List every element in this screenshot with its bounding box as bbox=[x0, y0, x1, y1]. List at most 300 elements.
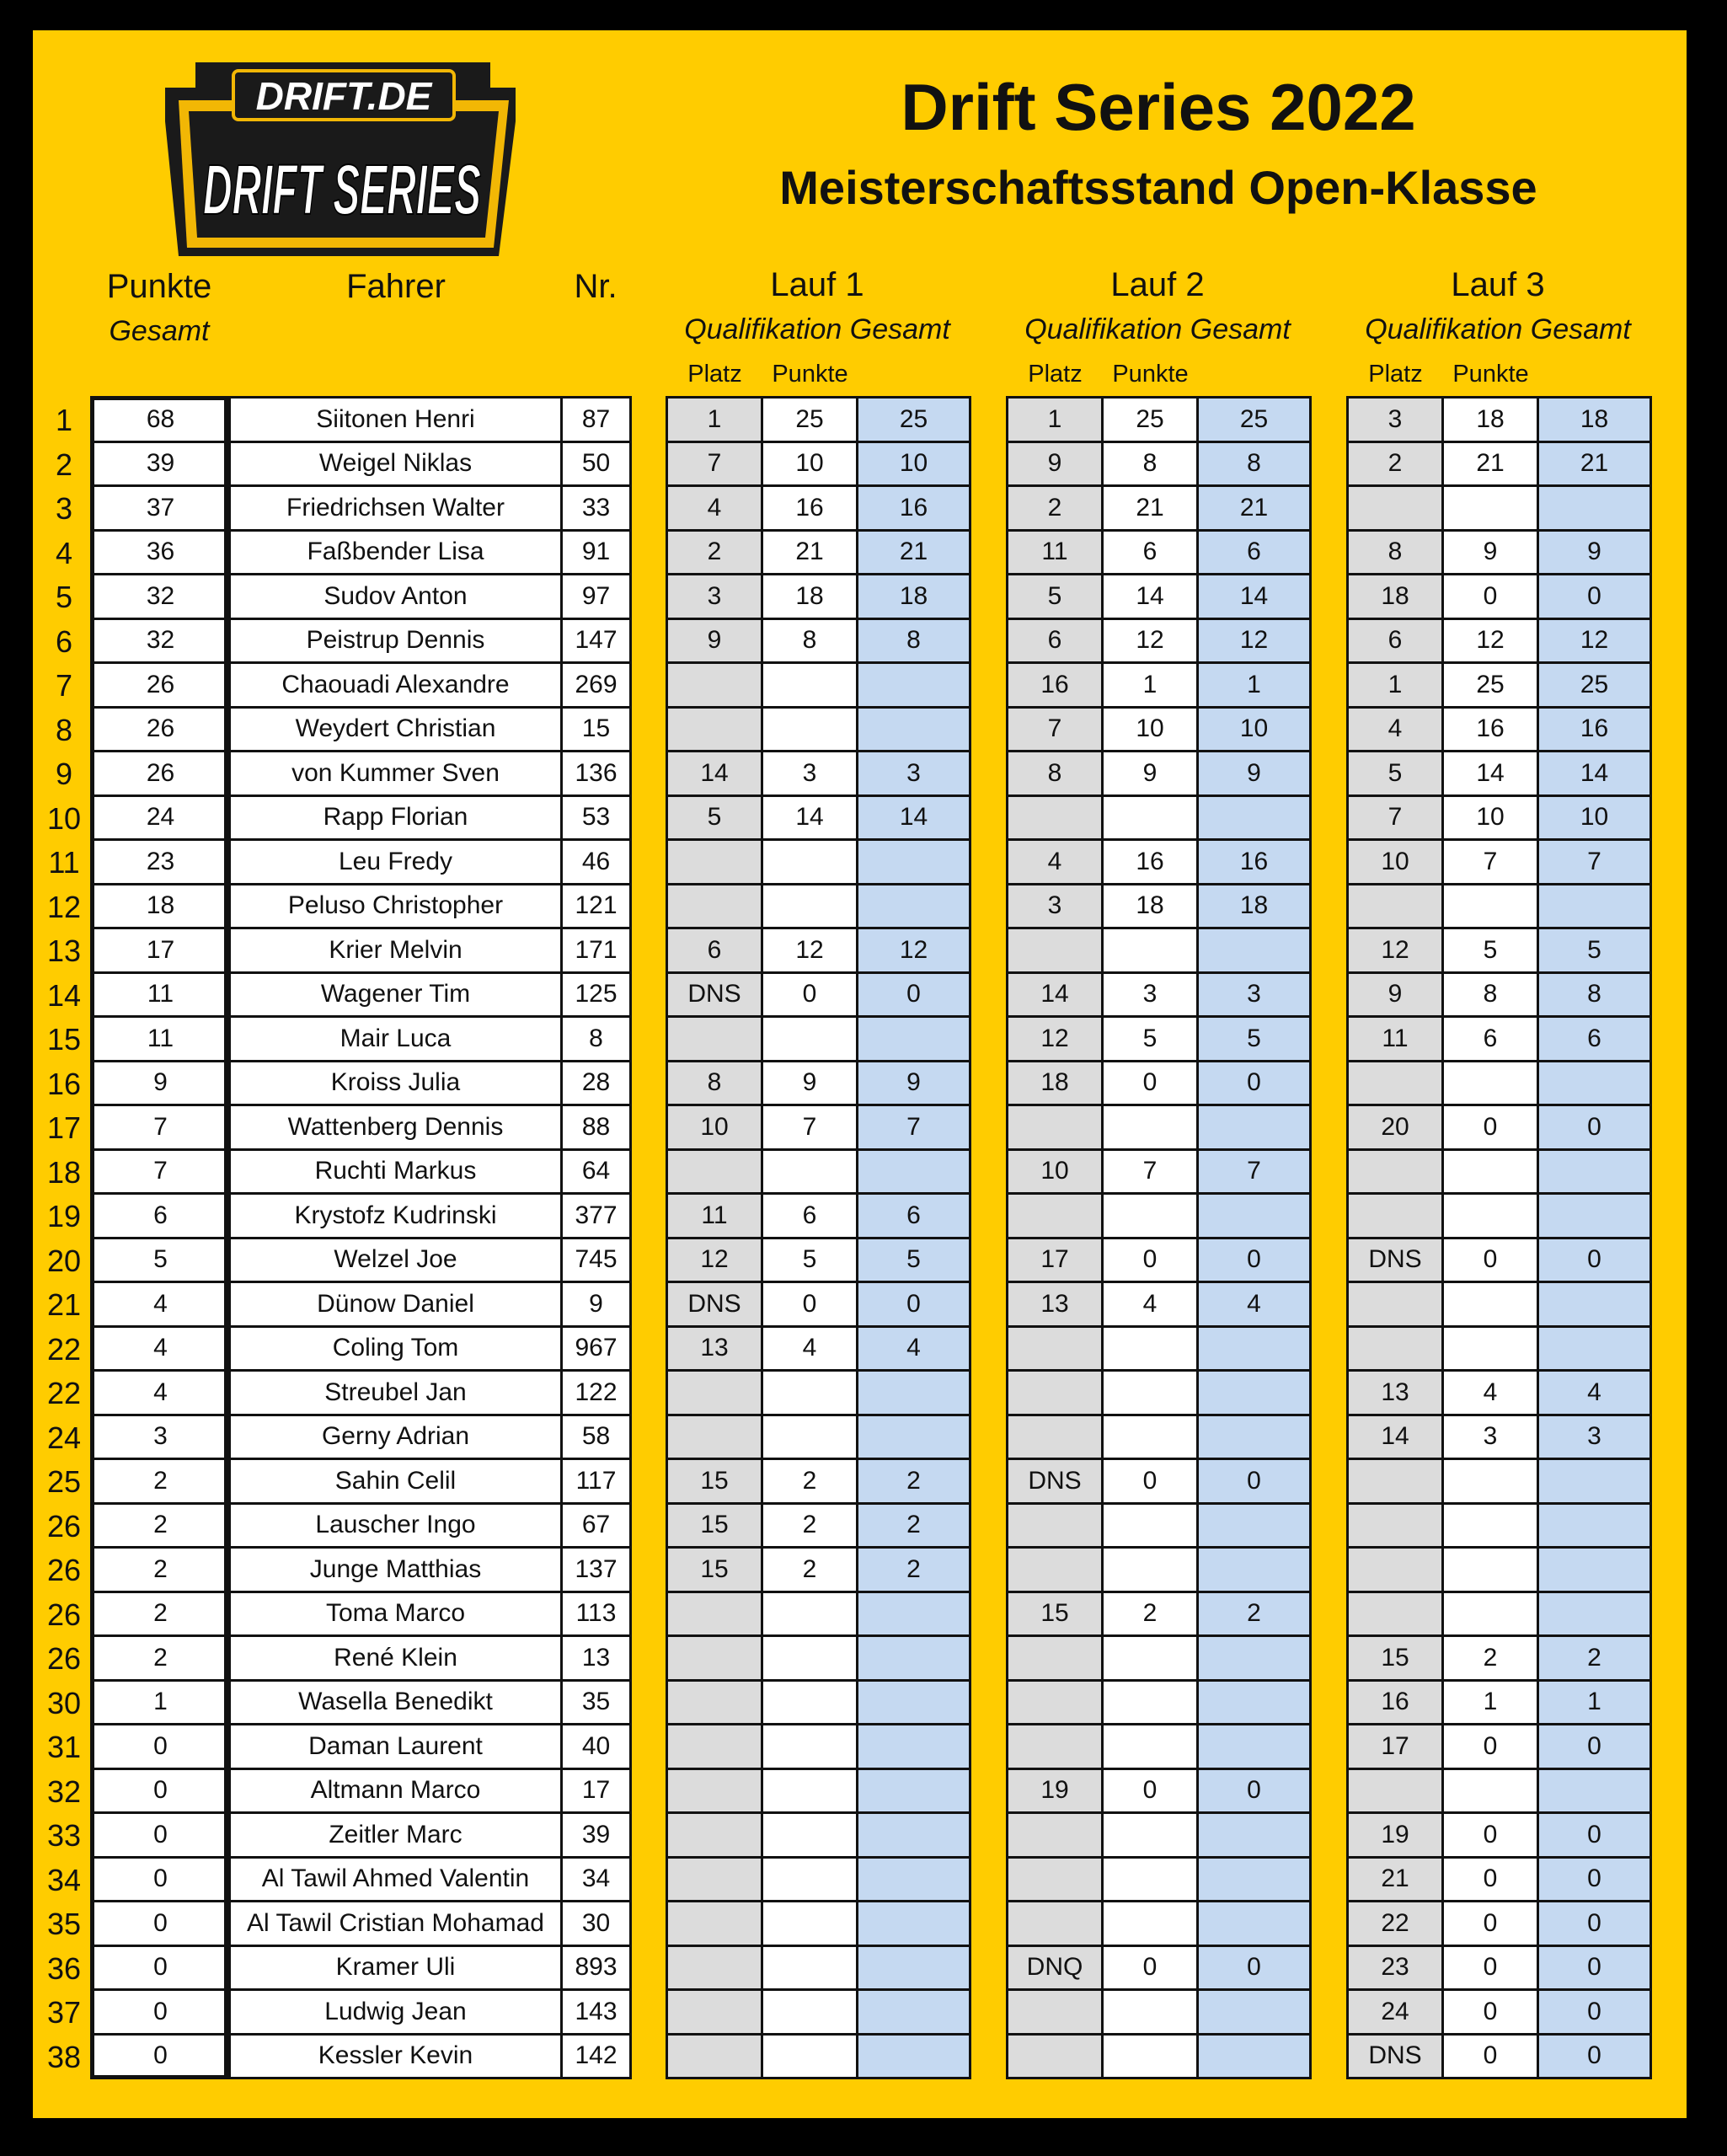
points-total-cell: 0 bbox=[92, 2034, 230, 2078]
qual-punkte-cell bbox=[1103, 1326, 1198, 1371]
driver-name-cell: Junge Matthias bbox=[230, 1548, 562, 1592]
platz-cell bbox=[667, 1415, 762, 1459]
rank-number: 21 bbox=[47, 1287, 82, 1322]
points-total-cell: 5 bbox=[92, 1238, 230, 1282]
driver-name-cell: Krier Melvin bbox=[230, 928, 562, 973]
points-total-cell: 0 bbox=[92, 1902, 230, 1946]
platz-cell bbox=[1008, 1105, 1103, 1150]
platz-cell bbox=[1348, 1061, 1443, 1105]
rank-number: 30 bbox=[47, 1685, 82, 1720]
table-row bbox=[92, 1813, 631, 1858]
car-number-cell: 967 bbox=[562, 1326, 631, 1371]
car-number-cell: 9 bbox=[562, 1282, 631, 1327]
qual-punkte-cell bbox=[1103, 1548, 1198, 1592]
qual-punkte-cell bbox=[762, 1149, 858, 1194]
qual-punkte-cell bbox=[1103, 928, 1198, 973]
l2-row bbox=[1008, 530, 1311, 575]
table-row bbox=[92, 2034, 631, 2078]
gesamt-cell: 2 bbox=[858, 1459, 970, 1504]
platz-cell: 3 bbox=[1348, 398, 1443, 442]
points-total-cell: 0 bbox=[92, 1990, 230, 2035]
l3-row bbox=[1348, 795, 1651, 840]
platz-cell: 9 bbox=[667, 618, 762, 663]
l2-row bbox=[1008, 663, 1311, 708]
qual-punkte-cell bbox=[1443, 486, 1538, 531]
l2-row bbox=[1008, 1326, 1311, 1371]
l3-row bbox=[1348, 972, 1651, 1017]
qual-punkte-cell bbox=[762, 1990, 858, 2035]
table-row bbox=[92, 486, 631, 531]
gesamt-cell: 0 bbox=[1198, 1768, 1311, 1813]
gesamt-cell bbox=[1538, 1194, 1651, 1238]
platz-cell bbox=[1008, 1680, 1103, 1725]
qual-punkte-cell bbox=[762, 2034, 858, 2078]
qual-punkte-cell bbox=[1443, 884, 1538, 928]
gesamt-cell: 25 bbox=[1538, 663, 1651, 708]
qual-punkte-cell: 14 bbox=[762, 795, 858, 840]
l1-row bbox=[667, 2034, 970, 2078]
gesamt-cell: 9 bbox=[1538, 530, 1651, 575]
driver-name-cell: Weydert Christian bbox=[230, 707, 562, 752]
rank-number: 13 bbox=[47, 934, 82, 968]
car-number-cell: 745 bbox=[562, 1238, 631, 1282]
l1-row bbox=[667, 1636, 970, 1681]
l2-row bbox=[1008, 1902, 1311, 1946]
header-lauf1: Lauf 1 bbox=[770, 266, 864, 303]
car-number-cell: 91 bbox=[562, 530, 631, 575]
gesamt-cell bbox=[1198, 1990, 1311, 2035]
gesamt-cell: 7 bbox=[858, 1105, 970, 1150]
gesamt-cell: 0 bbox=[1538, 1857, 1651, 1902]
platz-cell bbox=[1008, 1725, 1103, 1769]
qual-punkte-cell: 16 bbox=[762, 486, 858, 531]
platz-cell bbox=[667, 663, 762, 708]
header-lauf2-platz: Platz bbox=[1028, 361, 1083, 388]
platz-cell bbox=[667, 2034, 762, 2078]
table-row bbox=[92, 1768, 631, 1813]
car-number-cell: 88 bbox=[562, 1105, 631, 1150]
l2-row bbox=[1008, 928, 1311, 973]
rank-number: 26 bbox=[47, 1641, 82, 1676]
l3-row bbox=[1348, 486, 1651, 531]
l3-row bbox=[1348, 1990, 1651, 2035]
l3-row bbox=[1348, 1371, 1651, 1415]
driver-name-cell: Ludwig Jean bbox=[230, 1990, 562, 2035]
l2-row bbox=[1008, 1813, 1311, 1858]
gesamt-cell: 1 bbox=[1538, 1680, 1651, 1725]
qual-punkte-cell bbox=[762, 1945, 858, 1990]
gesamt-cell: 7 bbox=[1538, 840, 1651, 885]
qual-punkte-cell: 2 bbox=[1103, 1592, 1198, 1636]
platz-cell: 5 bbox=[667, 795, 762, 840]
car-number-cell: 13 bbox=[562, 1636, 631, 1681]
qual-punkte-cell: 9 bbox=[1443, 530, 1538, 575]
points-total-cell: 23 bbox=[92, 840, 230, 885]
l3-row bbox=[1348, 1768, 1651, 1813]
l3-row bbox=[1348, 1415, 1651, 1459]
gesamt-cell: 16 bbox=[1198, 840, 1311, 885]
qual-punkte-cell bbox=[762, 1768, 858, 1813]
car-number-cell: 58 bbox=[562, 1415, 631, 1459]
driver-name-cell: Altmann Marco bbox=[230, 1768, 562, 1813]
l1-row bbox=[667, 1326, 970, 1371]
l2-row bbox=[1008, 1238, 1311, 1282]
rank-number: 9 bbox=[55, 757, 73, 791]
l3-row bbox=[1348, 1857, 1651, 1902]
qual-punkte-cell: 21 bbox=[1103, 486, 1198, 531]
qual-punkte-cell: 10 bbox=[1103, 707, 1198, 752]
table-row bbox=[92, 1592, 631, 1636]
l1-row bbox=[667, 1813, 970, 1858]
qual-punkte-cell bbox=[1103, 1503, 1198, 1548]
platz-cell bbox=[667, 1768, 762, 1813]
platz-cell: DNS bbox=[1008, 1459, 1103, 1504]
platz-cell: 18 bbox=[1348, 575, 1443, 619]
platz-cell: 16 bbox=[1348, 1680, 1443, 1725]
table-row bbox=[92, 1238, 631, 1282]
gesamt-cell: 21 bbox=[858, 530, 970, 575]
qual-punkte-cell bbox=[1443, 1326, 1538, 1371]
table-row bbox=[92, 1149, 631, 1194]
points-total-cell: 0 bbox=[92, 1725, 230, 1769]
platz-cell: 6 bbox=[1348, 618, 1443, 663]
gesamt-cell: 16 bbox=[858, 486, 970, 531]
qual-punkte-cell bbox=[1103, 1725, 1198, 1769]
platz-cell: 14 bbox=[1348, 1415, 1443, 1459]
gesamt-cell: 0 bbox=[1538, 1813, 1651, 1858]
platz-cell bbox=[1008, 1902, 1103, 1946]
platz-cell: 12 bbox=[1008, 1017, 1103, 1062]
gesamt-cell bbox=[1198, 1857, 1311, 1902]
car-number-cell: 147 bbox=[562, 618, 631, 663]
table-row bbox=[92, 1945, 631, 1990]
platz-cell bbox=[667, 1680, 762, 1725]
platz-cell: 15 bbox=[667, 1548, 762, 1592]
gesamt-cell: 0 bbox=[1198, 1945, 1311, 1990]
qual-punkte-cell: 7 bbox=[762, 1105, 858, 1150]
l3-row bbox=[1348, 1725, 1651, 1769]
qual-punkte-cell bbox=[1103, 1371, 1198, 1415]
table-row bbox=[92, 1990, 631, 2035]
l2-row bbox=[1008, 486, 1311, 531]
platz-cell bbox=[1348, 884, 1443, 928]
car-number-cell: 35 bbox=[562, 1680, 631, 1725]
l1-row bbox=[667, 1902, 970, 1946]
gesamt-cell bbox=[858, 1902, 970, 1946]
platz-cell bbox=[1348, 1194, 1443, 1238]
qual-punkte-cell: 16 bbox=[1443, 707, 1538, 752]
gesamt-cell: 0 bbox=[1538, 2034, 1651, 2078]
driver-name-cell: Rapp Florian bbox=[230, 795, 562, 840]
gesamt-cell: 14 bbox=[858, 795, 970, 840]
platz-cell: 15 bbox=[667, 1503, 762, 1548]
header-nr: Nr. bbox=[574, 268, 618, 305]
l1-row bbox=[667, 1017, 970, 1062]
points-total-cell: 68 bbox=[92, 398, 230, 442]
l2-row bbox=[1008, 1725, 1311, 1769]
gesamt-cell bbox=[1198, 1813, 1311, 1858]
points-total-cell: 11 bbox=[92, 1017, 230, 1062]
gesamt-cell: 0 bbox=[1538, 1238, 1651, 1282]
platz-cell bbox=[1348, 1149, 1443, 1194]
gesamt-cell: 3 bbox=[1198, 972, 1311, 1017]
gesamt-cell bbox=[1538, 1548, 1651, 1592]
car-number-cell: 28 bbox=[562, 1061, 631, 1105]
qual-punkte-cell: 0 bbox=[1443, 575, 1538, 619]
driver-name-cell: Kessler Kevin bbox=[230, 2034, 562, 2078]
gesamt-cell: 0 bbox=[858, 1282, 970, 1327]
l3-row bbox=[1348, 1902, 1651, 1946]
l3-row bbox=[1348, 1061, 1651, 1105]
platz-cell: 10 bbox=[1348, 840, 1443, 885]
points-total-cell: 39 bbox=[92, 441, 230, 486]
rank-number: 26 bbox=[47, 1597, 82, 1632]
platz-cell: 12 bbox=[1348, 928, 1443, 973]
table-row bbox=[92, 1282, 631, 1327]
platz-cell bbox=[667, 1902, 762, 1946]
car-number-cell: 143 bbox=[562, 1990, 631, 2035]
qual-punkte-cell: 25 bbox=[1103, 398, 1198, 442]
qual-punkte-cell: 4 bbox=[1103, 1282, 1198, 1327]
driver-name-cell: Al Tawil Cristian Mohamad bbox=[230, 1902, 562, 1946]
l2-row bbox=[1008, 1548, 1311, 1592]
platz-cell bbox=[667, 1945, 762, 1990]
l1-row bbox=[667, 1194, 970, 1238]
qual-punkte-cell: 2 bbox=[762, 1548, 858, 1592]
l3-row bbox=[1348, 1813, 1651, 1858]
qual-punkte-cell: 2 bbox=[1443, 1636, 1538, 1681]
driver-name-cell: Wasella Benedikt bbox=[230, 1680, 562, 1725]
table-row bbox=[92, 1548, 631, 1592]
platz-cell bbox=[667, 1813, 762, 1858]
gesamt-cell: 14 bbox=[1198, 575, 1311, 619]
platz-cell: 9 bbox=[1008, 441, 1103, 486]
l3-row bbox=[1348, 2034, 1651, 2078]
qual-punkte-cell: 0 bbox=[762, 972, 858, 1017]
l2-row bbox=[1008, 1857, 1311, 1902]
car-number-cell: 136 bbox=[562, 752, 631, 796]
gesamt-cell: 0 bbox=[1198, 1459, 1311, 1504]
l2-row bbox=[1008, 752, 1311, 796]
header-lauf3-qual: Qualifikation Gesamt bbox=[1365, 313, 1631, 345]
driver-name-cell: Kroiss Julia bbox=[230, 1061, 562, 1105]
gesamt-cell bbox=[1538, 1282, 1651, 1327]
qual-punkte-cell: 9 bbox=[1103, 752, 1198, 796]
platz-cell bbox=[1008, 1371, 1103, 1415]
platz-cell: 14 bbox=[667, 752, 762, 796]
qual-punkte-cell bbox=[762, 1636, 858, 1681]
l1-row bbox=[667, 575, 970, 619]
rank-number: 31 bbox=[47, 1730, 82, 1764]
l1-row bbox=[667, 752, 970, 796]
points-total-cell: 4 bbox=[92, 1282, 230, 1327]
header-lauf1-qual: Qualifikation Gesamt bbox=[684, 313, 950, 345]
gesamt-cell bbox=[858, 884, 970, 928]
gesamt-cell bbox=[1538, 884, 1651, 928]
platz-cell bbox=[1348, 1326, 1443, 1371]
car-number-cell: 377 bbox=[562, 1194, 631, 1238]
qual-punkte-cell: 9 bbox=[762, 1061, 858, 1105]
l1-row bbox=[667, 840, 970, 885]
rank-number: 2 bbox=[55, 447, 73, 482]
qual-punkte-cell bbox=[1103, 1105, 1198, 1150]
platz-cell bbox=[667, 1636, 762, 1681]
points-total-cell: 0 bbox=[92, 1857, 230, 1902]
l3-row bbox=[1348, 1503, 1651, 1548]
gesamt-cell: 18 bbox=[1538, 398, 1651, 442]
table-row bbox=[92, 1017, 631, 1062]
points-total-cell: 2 bbox=[92, 1548, 230, 1592]
platz-cell: 20 bbox=[1348, 1105, 1443, 1150]
platz-cell: 15 bbox=[1348, 1636, 1443, 1681]
l3-row bbox=[1348, 1636, 1651, 1681]
platz-cell: 3 bbox=[1008, 884, 1103, 928]
qual-punkte-cell bbox=[762, 1592, 858, 1636]
gesamt-cell: 21 bbox=[1198, 486, 1311, 531]
l3-row bbox=[1348, 1945, 1651, 1990]
table-row bbox=[92, 928, 631, 973]
rank-column bbox=[47, 399, 81, 2079]
qual-punkte-cell bbox=[1443, 1548, 1538, 1592]
l1-row bbox=[667, 884, 970, 928]
driver-name-cell: Siitonen Henri bbox=[230, 398, 562, 442]
table-row bbox=[92, 1105, 631, 1150]
qual-punkte-cell bbox=[1103, 1636, 1198, 1681]
gesamt-cell bbox=[1198, 1415, 1311, 1459]
gesamt-cell: 7 bbox=[1198, 1149, 1311, 1194]
table-row bbox=[92, 1857, 631, 1902]
driver-name-cell: Chaouadi Alexandre bbox=[230, 663, 562, 708]
points-total-cell: 0 bbox=[92, 1768, 230, 1813]
qual-punkte-cell: 5 bbox=[762, 1238, 858, 1282]
platz-cell bbox=[1008, 1813, 1103, 1858]
car-number-cell: 171 bbox=[562, 928, 631, 973]
platz-cell bbox=[1008, 1326, 1103, 1371]
l1-row bbox=[667, 1592, 970, 1636]
qual-punkte-cell bbox=[1103, 2034, 1198, 2078]
platz-cell bbox=[667, 1149, 762, 1194]
qual-punkte-cell bbox=[762, 1371, 858, 1415]
qual-punkte-cell: 16 bbox=[1103, 840, 1198, 885]
l2-row bbox=[1008, 1194, 1311, 1238]
gesamt-cell bbox=[1198, 1725, 1311, 1769]
platz-cell: 13 bbox=[1008, 1282, 1103, 1327]
platz-cell bbox=[667, 1857, 762, 1902]
rank-number: 25 bbox=[47, 1464, 82, 1499]
driver-name-cell: Coling Tom bbox=[230, 1326, 562, 1371]
rank-number: 32 bbox=[47, 1773, 82, 1809]
l2-row bbox=[1008, 1415, 1311, 1459]
qual-punkte-cell: 3 bbox=[1443, 1415, 1538, 1459]
car-number-cell: 142 bbox=[562, 2034, 631, 2078]
qual-punkte-cell: 3 bbox=[1103, 972, 1198, 1017]
l3-row bbox=[1348, 1238, 1651, 1282]
car-number-cell: 50 bbox=[562, 441, 631, 486]
qual-punkte-cell: 10 bbox=[1443, 795, 1538, 840]
l1-row bbox=[667, 1725, 970, 1769]
qual-punkte-cell: 0 bbox=[1443, 1990, 1538, 2035]
gesamt-cell: 12 bbox=[1538, 618, 1651, 663]
platz-cell: 24 bbox=[1348, 1990, 1443, 2035]
platz-cell: 21 bbox=[1348, 1857, 1443, 1902]
gesamt-cell: 18 bbox=[1198, 884, 1311, 928]
driver-name-cell: Leu Fredy bbox=[230, 840, 562, 885]
driver-name-cell: Streubel Jan bbox=[230, 1371, 562, 1415]
points-total-cell: 2 bbox=[92, 1592, 230, 1636]
standings-table bbox=[90, 396, 632, 2079]
platz-cell bbox=[667, 1371, 762, 1415]
qual-punkte-cell bbox=[1103, 1990, 1198, 2035]
gesamt-cell bbox=[858, 1415, 970, 1459]
l3-row bbox=[1348, 398, 1651, 442]
table-row bbox=[92, 1503, 631, 1548]
car-number-cell: 893 bbox=[562, 1945, 631, 1990]
car-number-cell: 17 bbox=[562, 1768, 631, 1813]
points-total-cell: 32 bbox=[92, 575, 230, 619]
platz-cell: 4 bbox=[1348, 707, 1443, 752]
driver-name-cell: Krystofz Kudrinski bbox=[230, 1194, 562, 1238]
platz-cell bbox=[1348, 1768, 1443, 1813]
platz-cell: 18 bbox=[1008, 1061, 1103, 1105]
qual-punkte-cell: 0 bbox=[1103, 1768, 1198, 1813]
rank-number: 38 bbox=[47, 2039, 82, 2074]
page-title: Drift Series 2022 bbox=[901, 70, 1416, 144]
l1-row bbox=[667, 1945, 970, 1990]
l1-row bbox=[667, 618, 970, 663]
qual-punkte-cell bbox=[1443, 1149, 1538, 1194]
l2-row bbox=[1008, 972, 1311, 1017]
platz-cell: 8 bbox=[1348, 530, 1443, 575]
qual-punkte-cell bbox=[1443, 1768, 1538, 1813]
rank-number: 15 bbox=[47, 1022, 82, 1057]
rank-number: 35 bbox=[47, 1907, 82, 1941]
qual-punkte-cell bbox=[762, 840, 858, 885]
table-row bbox=[92, 972, 631, 1017]
platz-cell: 6 bbox=[667, 928, 762, 973]
qual-punkte-cell: 12 bbox=[1103, 618, 1198, 663]
gesamt-cell: 0 bbox=[1538, 1105, 1651, 1150]
l1-row bbox=[667, 1990, 970, 2035]
platz-cell bbox=[1008, 1548, 1103, 1592]
car-number-cell: 67 bbox=[562, 1503, 631, 1548]
gesamt-cell bbox=[858, 1725, 970, 1769]
platz-cell bbox=[1008, 1636, 1103, 1681]
l2-row bbox=[1008, 1149, 1311, 1194]
qual-punkte-cell bbox=[762, 884, 858, 928]
platz-cell: 19 bbox=[1008, 1768, 1103, 1813]
platz-cell bbox=[1008, 2034, 1103, 2078]
l2-row bbox=[1008, 1061, 1311, 1105]
header-lauf3-platz: Platz bbox=[1368, 361, 1423, 388]
table-row bbox=[92, 1371, 631, 1415]
points-total-cell: 1 bbox=[92, 1680, 230, 1725]
points-total-cell: 0 bbox=[92, 1945, 230, 1990]
qual-punkte-cell bbox=[1103, 1415, 1198, 1459]
driver-name-cell: Faßbender Lisa bbox=[230, 530, 562, 575]
gesamt-cell: 0 bbox=[1198, 1061, 1311, 1105]
driver-name-cell: Sahin Celil bbox=[230, 1459, 562, 1504]
l3-row bbox=[1348, 663, 1651, 708]
platz-cell bbox=[1348, 1282, 1443, 1327]
table-row bbox=[92, 1459, 631, 1504]
gesamt-cell: 0 bbox=[1538, 575, 1651, 619]
driver-name-cell: Mair Luca bbox=[230, 1017, 562, 1062]
platz-cell bbox=[1008, 1194, 1103, 1238]
l2-row bbox=[1008, 441, 1311, 486]
l3-row bbox=[1348, 575, 1651, 619]
driver-name-cell: Weigel Niklas bbox=[230, 441, 562, 486]
l3-row bbox=[1348, 884, 1651, 928]
